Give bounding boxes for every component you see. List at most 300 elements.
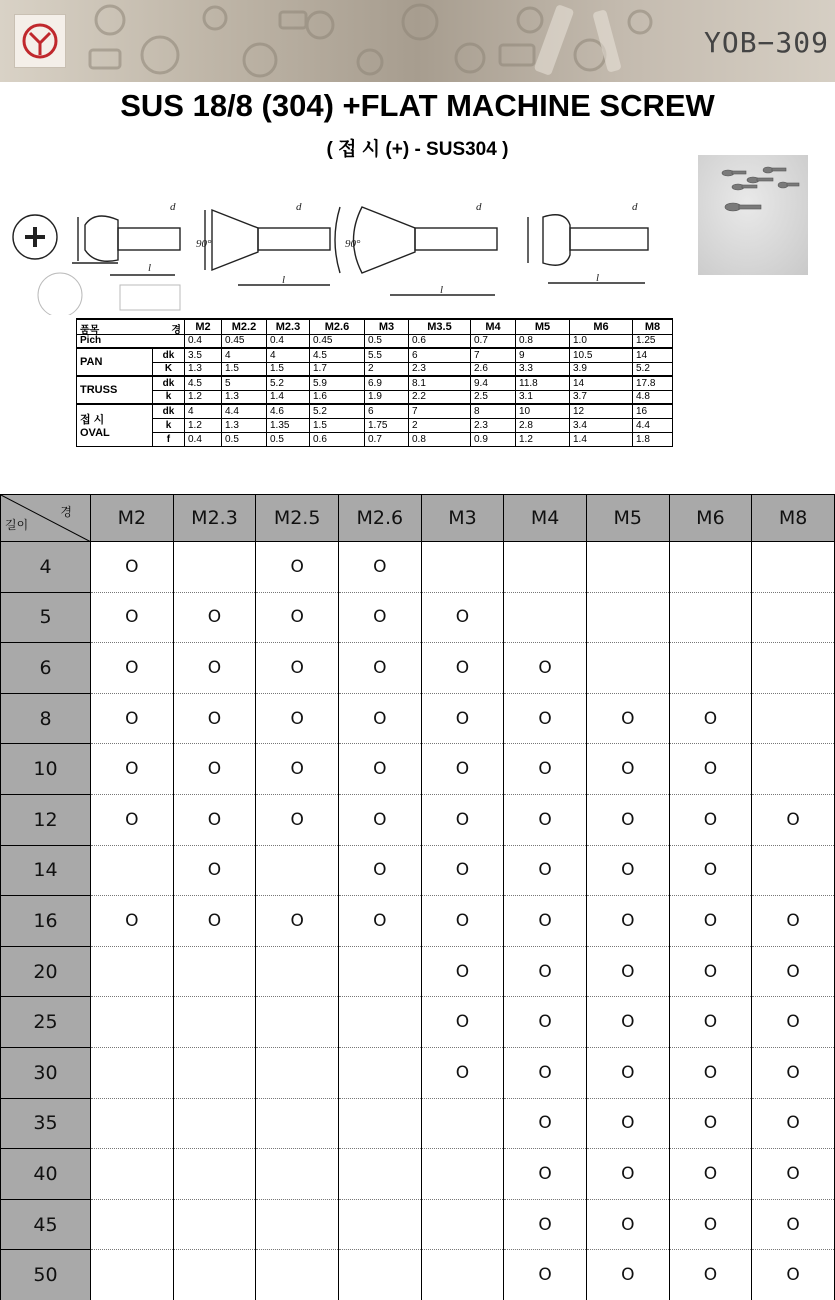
available-mark: O	[538, 910, 552, 931]
available-mark: O	[125, 910, 139, 931]
length-label: 25	[1, 997, 91, 1048]
availability-cell	[752, 896, 835, 947]
availability-cell	[91, 592, 174, 643]
availability-cell	[421, 1250, 504, 1300]
table-row	[1, 896, 835, 947]
available-mark: O	[373, 708, 387, 729]
availability-cell	[669, 1098, 752, 1149]
availability-cell	[586, 845, 669, 896]
size-header: M6	[669, 495, 752, 542]
availability-cell	[752, 542, 835, 593]
spec-value: 10.5	[570, 348, 633, 362]
available-mark: O	[703, 1062, 718, 1083]
available-mark: O	[538, 759, 552, 780]
availability-cell	[91, 1199, 174, 1250]
availability-cell	[338, 1199, 421, 1250]
spec-value: 7	[471, 348, 516, 362]
availability-cell	[91, 744, 174, 795]
spec-value: 0.6	[310, 432, 365, 446]
spec-row	[77, 404, 673, 418]
spec-value: 8	[471, 404, 516, 418]
size-header: M2.3	[173, 495, 256, 542]
availability-cell	[256, 946, 339, 997]
svg-text:d: d	[296, 201, 302, 213]
spec-group-label: TRUSS	[80, 384, 118, 396]
available-mark: O	[373, 657, 387, 678]
spec-row	[77, 432, 673, 446]
available-mark: O	[621, 708, 635, 729]
spec-value: 9	[516, 348, 570, 362]
spec-value: 0.7	[471, 334, 516, 348]
spec-value: 16	[633, 404, 673, 418]
available-mark: O	[373, 607, 387, 628]
available-mark: O	[786, 1214, 800, 1235]
length-label: 8	[1, 693, 91, 744]
spec-value: 2.2	[409, 390, 471, 404]
availability-cell	[586, 1149, 669, 1200]
length-label: 16	[1, 896, 91, 947]
availability-cell	[91, 693, 174, 744]
spec-value: 1.6	[310, 390, 365, 404]
table-row	[1, 542, 835, 593]
spec-value: 4	[267, 348, 310, 362]
availability-cell	[256, 794, 339, 845]
availability-cell	[338, 845, 421, 896]
spec-value: 12	[570, 404, 633, 418]
size-header: M4	[504, 495, 587, 542]
spec-value: 8.1	[409, 376, 471, 390]
size-header-row	[1, 495, 835, 542]
spec-row	[77, 362, 673, 376]
availability-cell	[173, 1047, 256, 1098]
available-mark: O	[125, 657, 139, 678]
spec-value: 3.5	[185, 348, 222, 362]
spec-value: 1.3	[222, 418, 267, 432]
availability-cell	[256, 1149, 339, 1200]
spec-value: 0.4	[267, 334, 310, 348]
available-mark: O	[621, 1214, 635, 1235]
availability-cell	[91, 1250, 174, 1300]
spec-value: 2.5	[471, 390, 516, 404]
spec-size-header: M6	[570, 319, 633, 334]
available-mark: O	[621, 860, 635, 881]
availability-cell	[504, 542, 587, 593]
availability-cell	[586, 592, 669, 643]
available-mark: O	[455, 1062, 470, 1083]
available-mark: O	[207, 910, 222, 931]
spec-value: 0.5	[267, 432, 310, 446]
availability-cell	[256, 592, 339, 643]
spec-value: 3.9	[570, 362, 633, 376]
spec-corner-cell	[77, 319, 185, 334]
availability-cell	[752, 693, 835, 744]
spec-row-label: K	[152, 362, 184, 376]
available-mark: O	[786, 1163, 800, 1184]
available-mark: O	[125, 809, 139, 830]
spec-group-label: PAN	[80, 356, 103, 368]
availability-cell	[91, 1047, 174, 1098]
available-mark: O	[207, 657, 222, 678]
spec-group-name	[77, 404, 153, 446]
spec-value: 0.45	[222, 334, 267, 348]
available-mark: O	[786, 1265, 800, 1286]
available-mark: O	[703, 1113, 718, 1134]
spec-value: 0.8	[409, 432, 471, 446]
availability-cell	[421, 1149, 504, 1200]
length-label: 40	[1, 1149, 91, 1200]
svg-text:l: l	[440, 284, 444, 296]
availability-cell	[338, 794, 421, 845]
spec-value: 5	[222, 376, 267, 390]
availability-cell	[173, 693, 256, 744]
availability-cell	[338, 643, 421, 694]
length-label: 5	[1, 592, 91, 643]
availability-cell	[338, 592, 421, 643]
spec-corner-left: 품목	[80, 325, 100, 336]
spec-value: 1.2	[516, 432, 570, 446]
length-label: 30	[1, 1047, 91, 1098]
spec-value: 0.9	[471, 432, 516, 446]
size-header: M2.5	[256, 495, 339, 542]
spec-header-row	[77, 319, 673, 334]
available-mark: O	[621, 1113, 635, 1134]
spec-value: 3.3	[516, 362, 570, 376]
available-mark: O	[538, 657, 552, 678]
spec-value: 0.8	[516, 334, 570, 348]
availability-cell	[256, 542, 339, 593]
spec-value: 6	[409, 348, 471, 362]
available-mark: O	[621, 910, 635, 931]
spec-value: 4.4	[633, 418, 673, 432]
availability-cell	[256, 744, 339, 795]
spec-value: 7	[409, 404, 471, 418]
spec-size-header: M4	[471, 319, 516, 334]
availability-cell	[504, 845, 587, 896]
availability-cell	[173, 1250, 256, 1300]
availability-cell	[586, 997, 669, 1048]
spec-value: 4	[185, 404, 222, 418]
spec-value: 1.35	[267, 418, 310, 432]
available-mark: O	[207, 607, 222, 628]
availability-cell	[504, 1149, 587, 1200]
availability-cell	[338, 1149, 421, 1200]
spec-value: 2.3	[471, 418, 516, 432]
availability-cell	[504, 592, 587, 643]
availability-cell	[669, 592, 752, 643]
spec-value: 11.8	[516, 376, 570, 390]
availability-cell	[421, 1098, 504, 1149]
availability-cell	[173, 946, 256, 997]
available-mark: O	[703, 1265, 718, 1286]
availability-cell	[256, 997, 339, 1048]
availability-cell	[421, 592, 504, 643]
available-mark: O	[125, 607, 139, 628]
available-mark: O	[703, 1163, 718, 1184]
length-label: 50	[1, 1250, 91, 1300]
available-mark: O	[621, 1163, 635, 1184]
availability-cell	[173, 1149, 256, 1200]
table-row	[1, 997, 835, 1048]
available-mark: O	[290, 759, 304, 780]
availability-cell	[669, 1047, 752, 1098]
table-row	[1, 1149, 835, 1200]
available-mark: O	[538, 961, 552, 982]
product-code: YOB−309	[703, 26, 829, 59]
availability-cell	[338, 997, 421, 1048]
table-row	[1, 1199, 835, 1250]
availability-cell	[669, 1250, 752, 1300]
availability-cell	[256, 1098, 339, 1149]
spec-value: 2.3	[409, 362, 471, 376]
available-mark: O	[125, 708, 139, 729]
corner-diameter-label: 경	[60, 505, 72, 519]
available-mark: O	[703, 708, 718, 729]
spec-size-header: M8	[633, 319, 673, 334]
spec-row-label: f	[152, 432, 184, 446]
length-label: 10	[1, 744, 91, 795]
available-mark: O	[207, 759, 222, 780]
spec-value: 17.8	[633, 376, 673, 390]
availability-cell	[256, 1250, 339, 1300]
spec-value: 3.7	[570, 390, 633, 404]
availability-cell	[669, 946, 752, 997]
spec-size-header: M2.6	[310, 319, 365, 334]
spec-value: 5.2	[267, 376, 310, 390]
spec-value: 4.5	[310, 348, 365, 362]
spec-value: 14	[570, 376, 633, 390]
availability-cell	[421, 542, 504, 593]
availability-cell	[586, 693, 669, 744]
available-mark: O	[786, 961, 800, 982]
spec-value: 4	[222, 348, 267, 362]
spec-value: 9.4	[471, 376, 516, 390]
table-corner	[1, 495, 91, 542]
table-row	[1, 845, 835, 896]
table-row	[1, 1250, 835, 1300]
length-label: 20	[1, 946, 91, 997]
table-row	[1, 592, 835, 643]
available-mark: O	[538, 1012, 552, 1033]
available-mark: O	[455, 708, 470, 729]
available-mark: O	[621, 1012, 635, 1033]
availability-cell	[586, 896, 669, 947]
availability-cell	[586, 542, 669, 593]
availability-cell	[504, 946, 587, 997]
spec-size-header: M2.2	[222, 319, 267, 334]
availability-cell	[752, 643, 835, 694]
availability-cell	[752, 997, 835, 1048]
spec-value: 4.6	[267, 404, 310, 418]
availability-cell	[752, 1149, 835, 1200]
availability-cell	[256, 693, 339, 744]
svg-text:90°: 90°	[345, 238, 361, 250]
table-row	[1, 643, 835, 694]
length-label: 4	[1, 542, 91, 593]
availability-cell	[421, 1199, 504, 1250]
available-mark: O	[455, 759, 470, 780]
spec-row	[77, 390, 673, 404]
svg-text:l: l	[596, 272, 600, 284]
availability-cell	[586, 643, 669, 694]
available-mark: O	[538, 1214, 552, 1235]
spec-value: 1.2	[185, 390, 222, 404]
svg-text:d: d	[170, 201, 176, 213]
spec-row-label: Pich	[77, 334, 185, 348]
availability-cell	[669, 542, 752, 593]
availability-cell	[752, 592, 835, 643]
available-mark: O	[621, 961, 635, 982]
available-mark: O	[621, 809, 635, 830]
availability-cell	[338, 744, 421, 795]
availability-cell	[338, 1250, 421, 1300]
table-row	[1, 946, 835, 997]
available-mark: O	[290, 607, 304, 628]
availability-cell	[752, 1098, 835, 1149]
availability-cell	[669, 643, 752, 694]
spec-corner-right: 경	[171, 325, 181, 336]
availability-cell	[669, 1199, 752, 1250]
available-mark: O	[290, 657, 304, 678]
availability-cell	[586, 1199, 669, 1250]
available-mark: O	[621, 759, 635, 780]
available-mark: O	[373, 809, 387, 830]
availability-cell	[586, 1098, 669, 1149]
available-mark: O	[455, 860, 470, 881]
availability-cell	[752, 1250, 835, 1300]
spec-value: 2	[365, 362, 409, 376]
spec-size-header: M2	[185, 319, 222, 334]
availability-cell	[173, 997, 256, 1048]
availability-cell	[504, 693, 587, 744]
available-mark: O	[786, 910, 800, 931]
spec-value: 5.9	[310, 376, 365, 390]
available-mark: O	[455, 961, 470, 982]
spec-group-name	[77, 348, 153, 376]
spec-value: 14	[633, 348, 673, 362]
available-mark: O	[538, 1265, 552, 1286]
availability-cell	[421, 845, 504, 896]
spec-row-label: dk	[152, 404, 184, 418]
available-mark: O	[621, 1062, 635, 1083]
availability-cell	[669, 896, 752, 947]
spec-value: 6	[365, 404, 409, 418]
availability-cell	[421, 693, 504, 744]
spec-value: 6.9	[365, 376, 409, 390]
availability-cell	[669, 997, 752, 1048]
availability-cell	[669, 1149, 752, 1200]
available-mark: O	[703, 1214, 718, 1235]
availability-cell	[669, 693, 752, 744]
spec-size-header: M3.5	[409, 319, 471, 334]
availability-cell	[91, 997, 174, 1048]
svg-text:d: d	[632, 201, 638, 213]
availability-cell	[504, 1098, 587, 1149]
availability-cell	[421, 997, 504, 1048]
spec-value: 1.4	[570, 432, 633, 446]
availability-cell	[256, 1199, 339, 1250]
available-mark: O	[538, 1113, 552, 1134]
available-mark: O	[125, 759, 139, 780]
available-mark: O	[125, 556, 139, 577]
spec-value: 5.2	[310, 404, 365, 418]
svg-text:l: l	[282, 274, 286, 286]
available-mark: O	[703, 961, 718, 982]
spec-size-header: M2.3	[267, 319, 310, 334]
spec-group-name	[77, 376, 153, 404]
length-label: 45	[1, 1199, 91, 1250]
spec-value: 1.5	[222, 362, 267, 376]
availability-cell	[752, 1047, 835, 1098]
spec-value: 0.4	[185, 432, 222, 446]
spec-value: 1.0	[570, 334, 633, 348]
available-mark: O	[538, 1062, 552, 1083]
table-row	[1, 1047, 835, 1098]
spec-value: 1.7	[310, 362, 365, 376]
available-mark: O	[538, 809, 552, 830]
size-header: M3	[421, 495, 504, 542]
spec-row-label: dk	[152, 348, 184, 362]
available-mark: O	[207, 809, 222, 830]
spec-pitch-row	[77, 334, 673, 348]
availability-cell	[752, 1199, 835, 1250]
spec-value: 0.7	[365, 432, 409, 446]
availability-cell	[752, 946, 835, 997]
svg-text:d: d	[476, 201, 482, 213]
spec-value: 5.2	[633, 362, 673, 376]
available-mark: O	[703, 860, 718, 881]
length-label: 35	[1, 1098, 91, 1149]
table-row	[1, 1098, 835, 1149]
availability-cell	[338, 1098, 421, 1149]
availability-cell	[173, 1199, 256, 1250]
spec-value: 2.6	[471, 362, 516, 376]
available-mark: O	[455, 809, 470, 830]
length-label: 12	[1, 794, 91, 845]
screw-dimension-drawing	[0, 165, 700, 315]
availability-cell	[338, 542, 421, 593]
availability-cell	[586, 946, 669, 997]
spec-value: 1.4	[267, 390, 310, 404]
availability-cell	[504, 1199, 587, 1250]
spec-value: 1.75	[365, 418, 409, 432]
availability-cell	[504, 744, 587, 795]
available-mark: O	[621, 1265, 635, 1286]
available-mark: O	[455, 910, 470, 931]
spec-value: 0.45	[310, 334, 365, 348]
spec-value: 4.4	[222, 404, 267, 418]
availability-cell	[256, 1047, 339, 1098]
length-rows	[1, 542, 835, 1300]
available-mark: O	[455, 1012, 470, 1033]
available-mark: O	[290, 910, 304, 931]
availability-cell	[669, 845, 752, 896]
available-mark: O	[373, 910, 387, 931]
dimension-spec-table	[76, 318, 673, 447]
available-mark: O	[538, 1163, 552, 1184]
spec-value: 1.2	[185, 418, 222, 432]
company-logo	[14, 14, 66, 68]
availability-cell	[173, 845, 256, 896]
spec-group-label: 접 시	[80, 414, 105, 427]
availability-cell	[91, 1098, 174, 1149]
availability-cell	[752, 794, 835, 845]
availability-cell	[256, 896, 339, 947]
available-mark: O	[455, 657, 470, 678]
available-mark: O	[455, 607, 470, 628]
header-banner	[0, 0, 835, 82]
size-header: M2	[91, 495, 174, 542]
spec-value: 1.25	[633, 334, 673, 348]
